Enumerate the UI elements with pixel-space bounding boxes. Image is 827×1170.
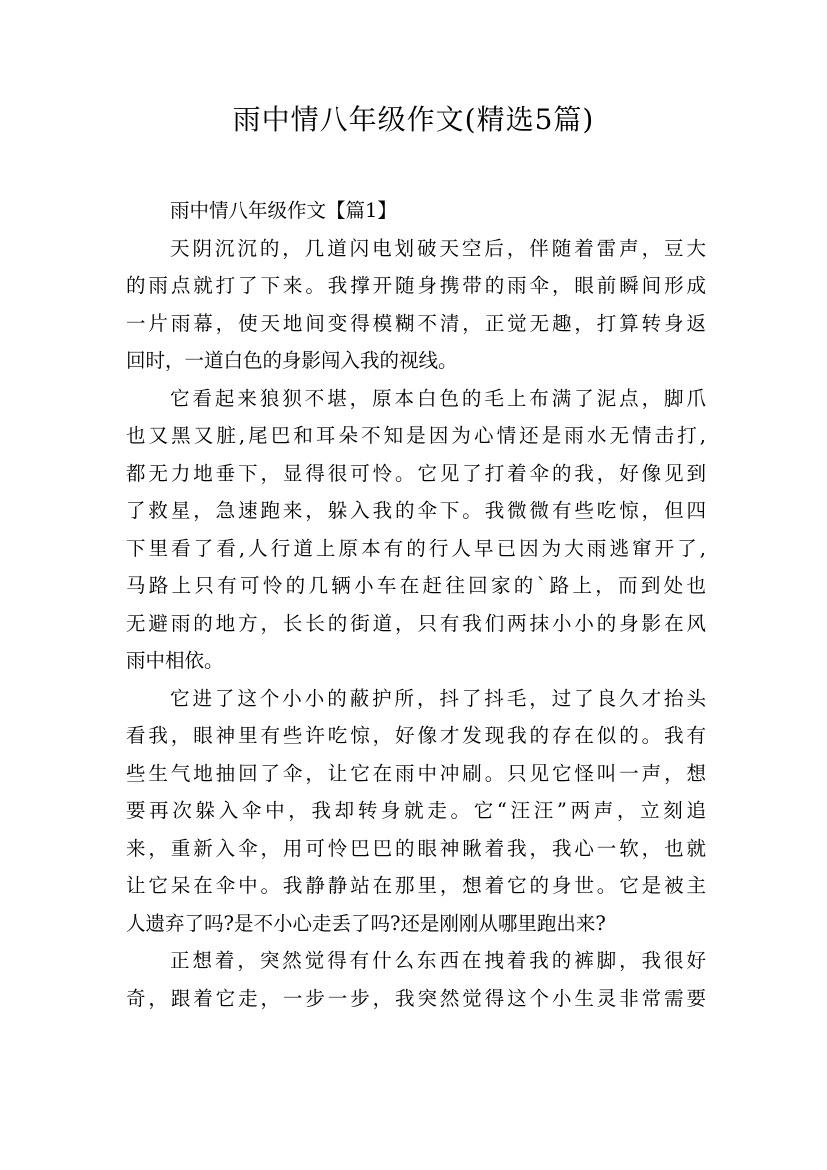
paragraph-line: 正想着，突然觉得有什么东西在拽着我的裤脚，我很好 (170, 949, 706, 972)
paragraph-line: 了救星，急速跑来，躲入我的伞下。我微微有些吃惊，但四 (126, 499, 706, 522)
paragraph-line: 人遗弃了吗?是不小心走丢了吗?还是刚刚从哪里跑出来? (126, 911, 606, 935)
paragraph-line: 雨中相依。 (126, 649, 224, 672)
paragraph-line: 奇，跟着它走，一步一步，我突然觉得这个小生灵非常需要 (126, 986, 706, 1010)
paragraph-line: 天阴沉沉的，几道闪电划破天空后，伴随着雷声，豆大 (170, 236, 706, 260)
paragraph-line: 都无力地垂下，显得很可怜。它见了打着伞的我，好像见到 (126, 461, 706, 485)
paragraph-line: 让它呆在伞中。我静静站在那里，想着它的身世。它是被主 (126, 874, 706, 897)
document-title: 雨中情八年级作文(精选5篇) (232, 103, 595, 136)
paragraph-line: 它进了这个小小的蔽护所，抖了抖毛，过了良久才抬头 (170, 686, 706, 710)
paragraph (126, 380, 706, 680)
section-heading: 雨中情八年级作文【篇1】 (170, 199, 397, 222)
paragraph (126, 942, 706, 1017)
paragraph-line: 回时，一道白色的身影闯入我的视线。 (126, 349, 458, 372)
paragraph-line: 马路上只有可怜的几辆小车在赶往回家的`路上，而到处也 (126, 574, 706, 597)
paragraph-list (126, 230, 706, 1018)
paragraph-line: 来，重新入伞，用可怜巴巴的眼神瞅着我，我心一软，也就 (126, 836, 706, 860)
paragraph-line: 下里看了看,人行道上原本有的行人早已因为大雨逃窜开了, (126, 536, 706, 560)
paragraph-line: 它看起来狼狈不堪，原本白色的毛上布满了泥点，脚爪 (170, 386, 706, 410)
document-body (126, 192, 706, 1017)
paragraph-line: 看我，眼神里有些许吃惊，好像才发现我的存在似的。我有 (126, 724, 706, 747)
paragraph-line: 也又黑又脏,尾巴和耳朵不知是因为心情还是雨水无情击打, (126, 424, 706, 447)
paragraph (126, 680, 706, 943)
paragraph-line: 些生气地抽回了伞，让它在雨中冲刷。只见它怪叫一声，想 (126, 761, 706, 785)
paragraph-line: 无避雨的地方，长长的街道，只有我们两抹小小的身影在风 (126, 611, 706, 635)
paragraph-line: 要再次躲入伞中，我却转身就走。它“汪汪”两声，立刻追 (126, 799, 706, 822)
paragraph-line: 的雨点就打了下来。我撑开随身携带的雨伞，眼前瞬间形成 (126, 274, 706, 297)
paragraph-line: 一片雨幕，使天地间变得模糊不清，正觉无趣，打算转身返 (126, 311, 706, 335)
paragraph (126, 230, 706, 380)
